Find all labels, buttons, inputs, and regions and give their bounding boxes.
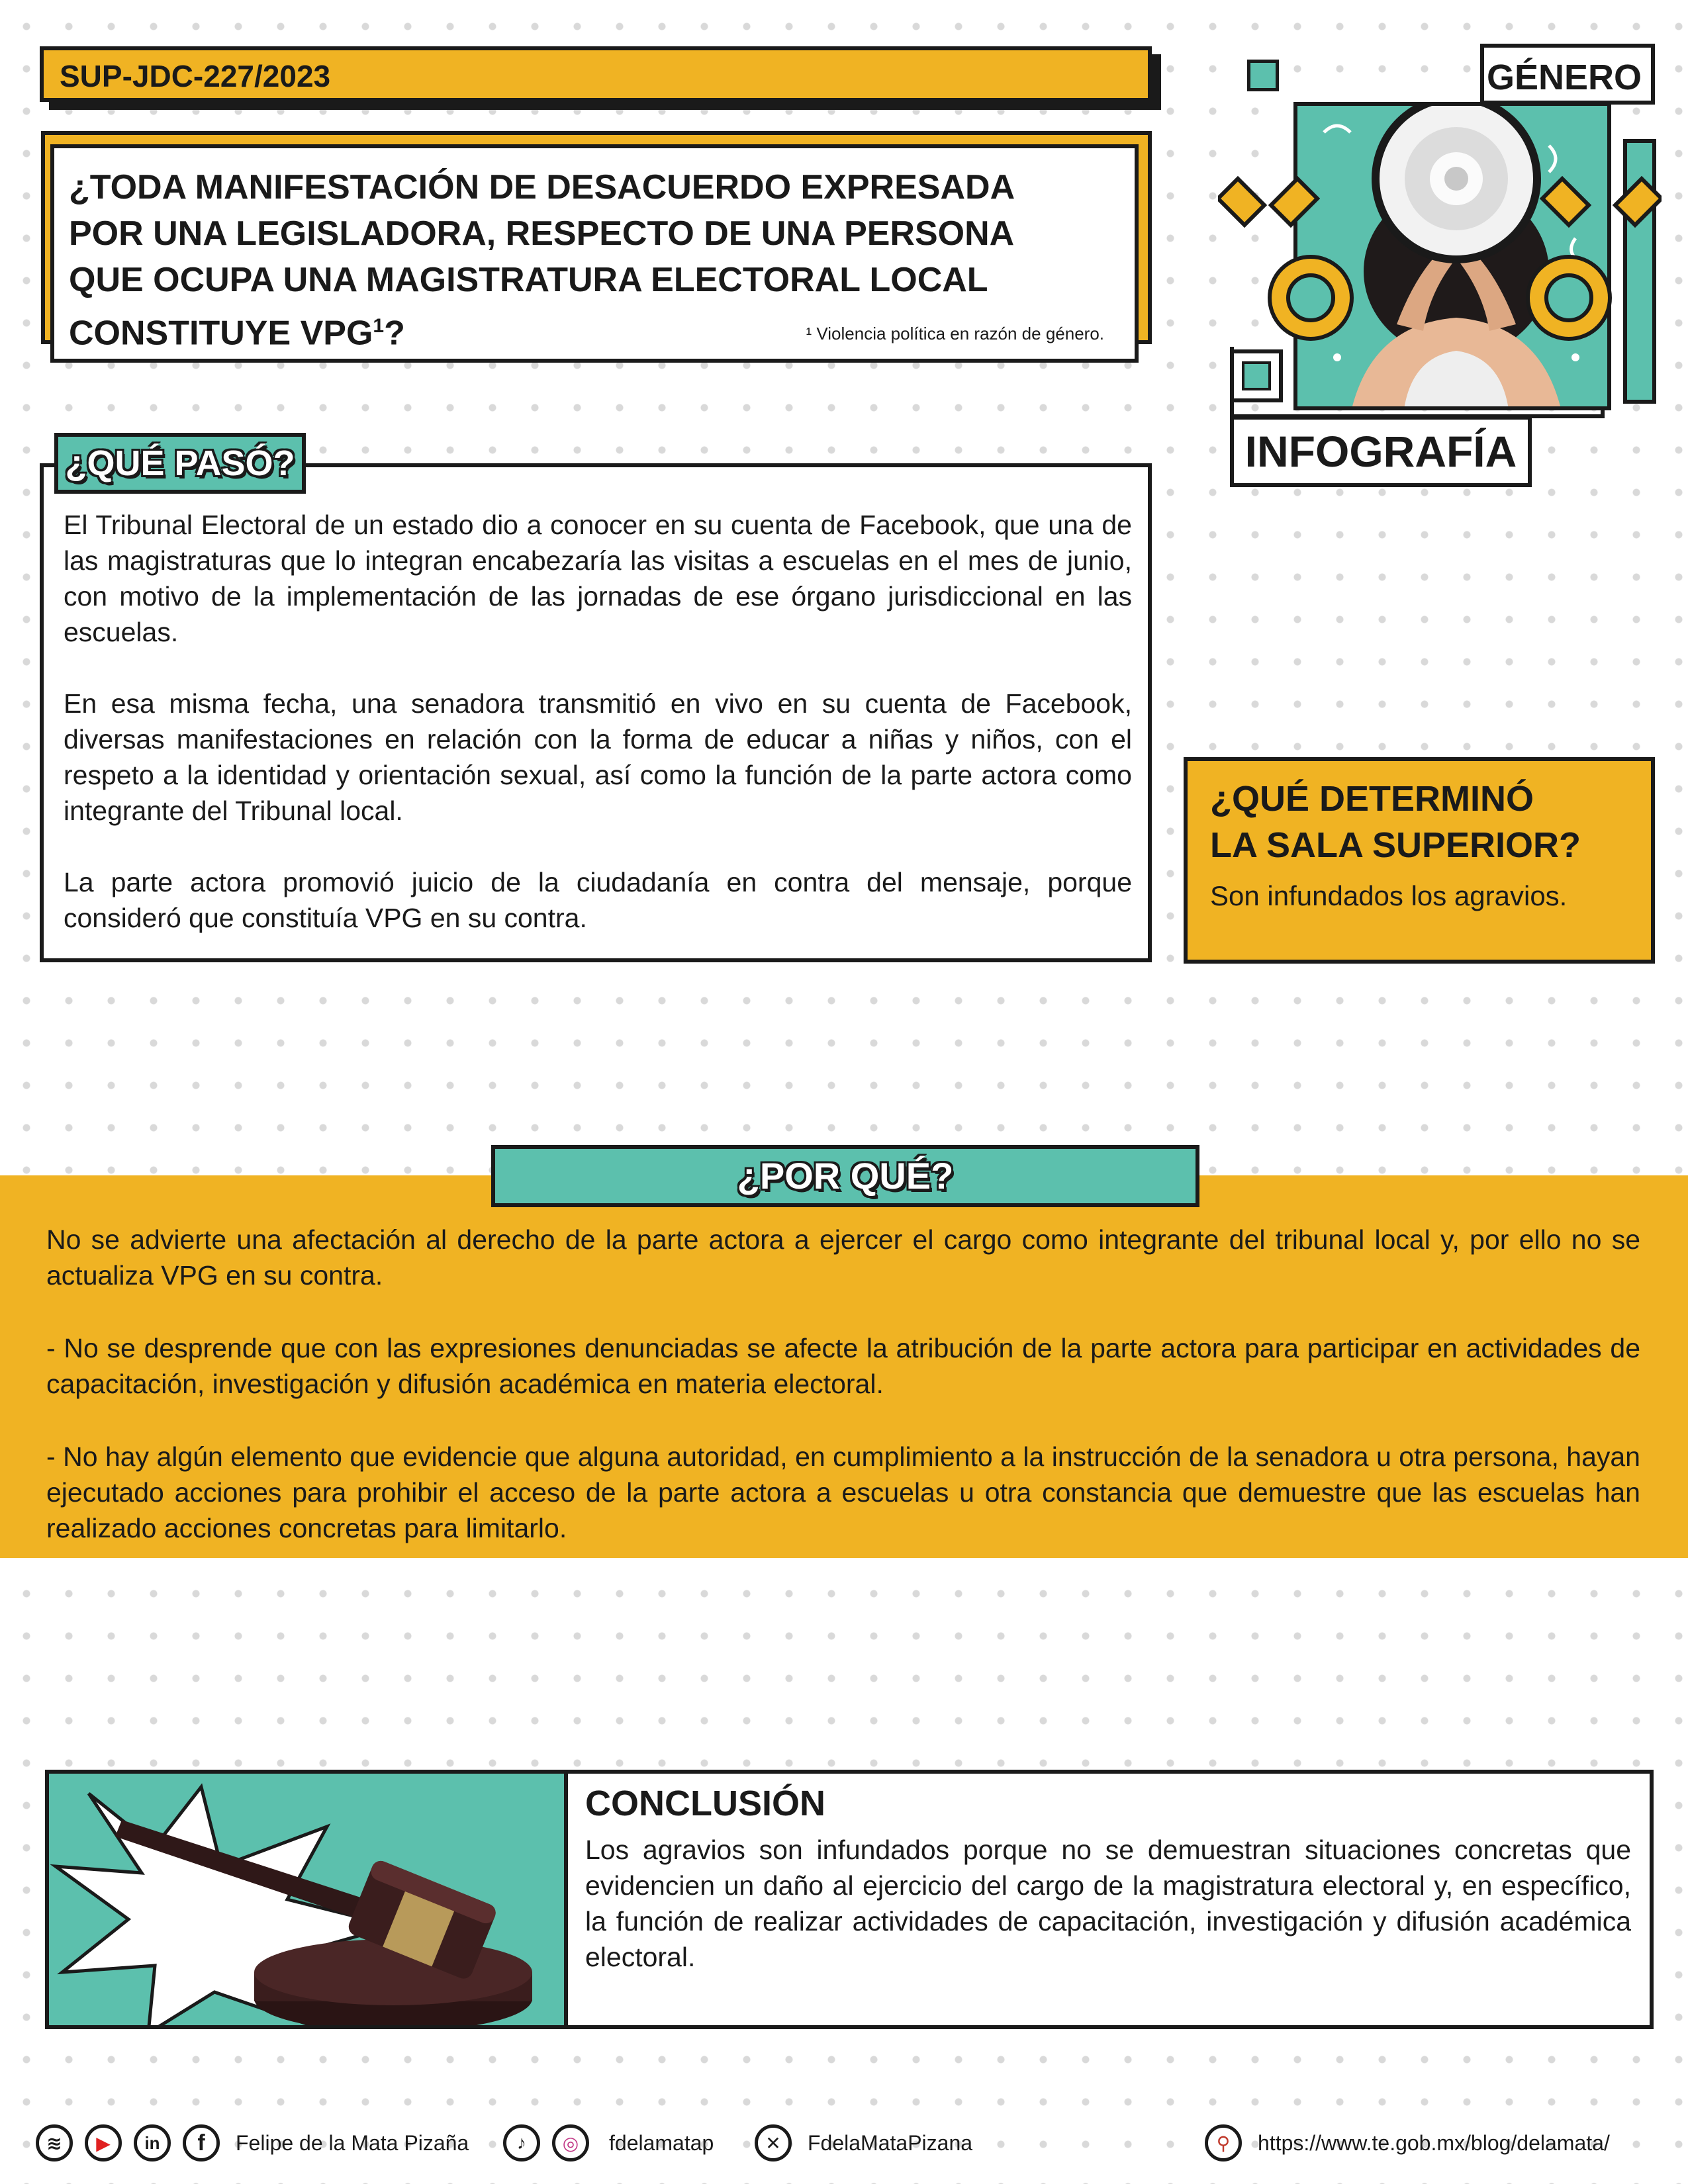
que-paso-section [40,463,1152,962]
footer-url[interactable]: https://www.te.gob.mx/blog/delamata/ [1258,2131,1610,2155]
decor-square-frame [1230,349,1283,402]
tiktok-icon[interactable]: ♪ [503,2124,540,2161]
conclusion-text: Los agravios son infundados porque no se demuestran situaciones concretas que evidencien un daño al ejercicio del cargo de la magistratura electoral y, en específico, la función de realizar actividades de capacitación, investigación y difusión académica electoral. [585,1835,1631,1972]
por-que-section [0,1175,1688,1558]
venus-symbol-left-icon [1218,165,1357,351]
search-icon[interactable]: ⚲ [1205,2124,1242,2161]
footer-name: Felipe de la Mata Pizaña [236,2131,469,2155]
por-que-label: ¿POR QUÉ? [491,1145,1199,1207]
decor-square-icon [1242,361,1271,390]
que-paso-paragraph: En esa misma fecha, una senadora transmitió en vivo en su cuenta de Facebook, diversas manifestaciones en relación con la forma de educar a niñas y niños, con el respeto a la identidad y orientación sexual, así como la función de la parte actora como integrante del Tribunal local. [64,688,1132,826]
conclusion-title: CONCLUSIÓN [585,1784,825,1823]
spotify-icon[interactable]: ≋ [36,2124,73,2161]
linkedin-icon[interactable]: in [134,2124,171,2161]
category-tag: GÉNERO [1480,44,1655,105]
por-que-paragraph: No se advierte una afectación al derecho de la parte actora a ejercer el cargo como integrante del tribunal local y, por ello no se actualiza VPG en su contra. [46,1224,1640,1291]
title-box [50,144,1139,363]
que-paso-paragraph: La parte actora promovió juicio de la ciudadanía en contra del mensaje, porque consideró que constituía VPG en su contra. [64,867,1132,933]
x-icon[interactable]: ✕ [755,2124,792,2161]
footer-handle: fdelamatap [609,2131,714,2155]
por-que-paragraph: - No se desprende que con las expresiones denunciadas se afecte la atribución de la parte actora para participar en actividades de capacitación, investigación y difusión académica en materia electoral. [46,1333,1640,1399]
decor-square-icon [1247,60,1279,91]
que-paso-paragraph: El Tribunal Electoral de un estado dio a conocer en su cuenta de Facebook, que una de las magistraturas que lo integran encabezaría las visitas a escuelas en el mes de junio, con motivo de la implementación de las jornadas de ese órgano jurisdiccional en las escuelas. [64,510,1132,647]
footer-handle-x: FdelaMataPizana [808,2131,973,2155]
determino-section [1184,757,1655,964]
venus-symbol-right-icon [1523,165,1662,351]
facebook-icon[interactable]: f [183,2124,220,2161]
infografia-tag: INFOGRAFÍA [1230,416,1532,487]
que-paso-label: ¿QUÉ PASÓ? [54,433,306,494]
determino-text: Son infundados los agravios. [1210,880,1568,911]
footnote: ¹ Violencia política en razón de género. [806,324,1104,343]
instagram-icon[interactable]: ◎ [552,2124,589,2161]
case-number: SUP-JDC-227/2023 [40,46,1152,102]
por-que-paragraph: - No hay algún elemento que evidencie que alguna autoridad, en cumplimiento a la instrucción de la senadora u otra persona, hayan ejecutado acciones para prohibir el acceso de la parte actora a escuelas u otra constancia que demuestre que las escuelas han realizado acciones concretas para limitarlo. [46,1441,1640,1543]
page-title: ¿TODA MANIFESTACIÓN DE DESACUERDO EXPRESADA POR UNA LEGISLADORA, RESPECTO DE UNA PERSONA QUE OCUPA UNA MAGISTRATURA ELECTORAL LOCAL CONSTITUYE VPG$^1$? [69,168,1015,353]
gavel-illustration [45,1770,568,2029]
youtube-icon[interactable]: ▶ [85,2124,122,2161]
determino-title: ¿QUÉ DETERMINÓ LA SALA SUPERIOR? [1210,779,1581,865]
